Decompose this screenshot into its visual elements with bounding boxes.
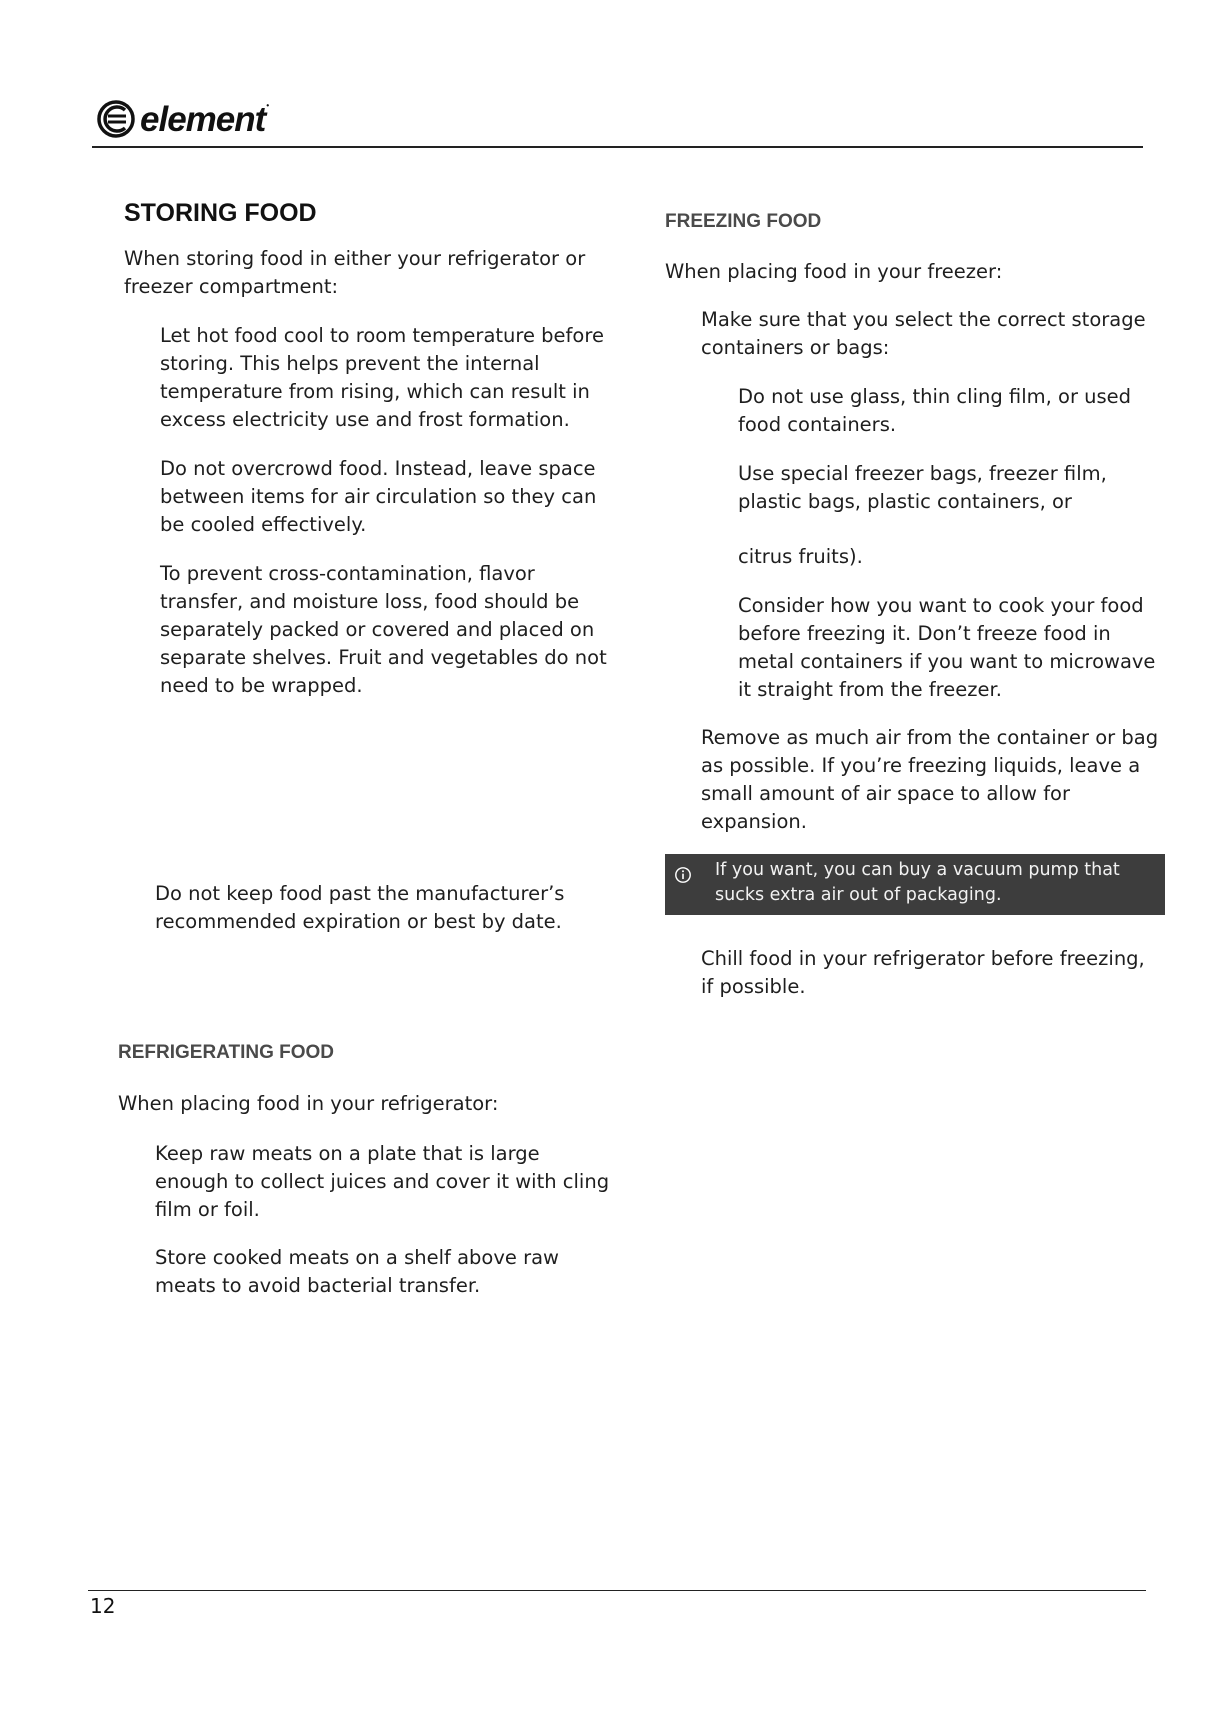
info-note-text: If you want, you can buy a vacuum pump that sucks extra air out of packaging.: [715, 860, 1120, 905]
page-number: 12: [90, 1594, 116, 1618]
element-logo-icon: [96, 99, 136, 139]
refrigerating-intro: When placing food in your refrigerator:: [118, 1092, 499, 1115]
freezing-food-heading: FREEZING FOOD: [665, 211, 822, 232]
refrigerating-food-heading: REFRIGERATING FOOD: [118, 1042, 335, 1063]
info-note: [665, 854, 1165, 915]
storing-item-cool: Let hot food cool to room temperature before storing. This helps prevent the internal temperature from rising, which can result in excess electricity use and frost formation.: [160, 324, 604, 431]
refrigerating-item-cooked-meats: Store cooked meats on a shelf above raw meats to avoid bacterial transfer.: [155, 1246, 559, 1297]
freezing-remove-air: Remove as much air from the container or bag as possible. If you’re freezing liquids, leave a small amount of air space to allow for expansion.: [701, 726, 1159, 833]
freezing-sub-item-freezer-bags: Use special freezer bags, freezer film, plastic bags, plastic containers, or: [738, 462, 1107, 513]
freezing-sub-item-no-glass: Do not use glass, thin cling film, or used food containers.: [738, 385, 1132, 436]
freezing-sub-item-citrus: citrus fruits).: [738, 545, 863, 568]
info-icon: [674, 866, 692, 884]
brand-logo: [96, 96, 268, 142]
storing-item-expiration: Do not keep food past the manufacturer’s recommended expiration or best by date.: [155, 882, 565, 933]
brand-wordmark: element•: [140, 99, 269, 139]
freezing-select-containers: Make sure that you select the correct storage containers or bags:: [701, 308, 1146, 359]
freezing-intro: When placing food in your freezer:: [665, 260, 1003, 283]
footer-divider: [88, 1590, 1146, 1591]
storing-food-heading: STORING FOOD: [124, 199, 317, 227]
header-divider: [92, 146, 1143, 148]
freezing-sub-item-cook-plan: Consider how you want to cook your food before freezing it. Don’t freeze food in metal containers if you want to microwave it straight from the freezer.: [738, 594, 1156, 701]
storing-item-overcrowd: Do not overcrowd food. Instead, leave space between items for air circulation so they can be cooled effectively.: [160, 457, 597, 536]
storing-item-cross-contamination: To prevent cross-contamination, flavor transfer, and moisture loss, food should be separately packed or covered and placed on separate shelves. Fruit and vegetables do not need to be wrapped.: [160, 562, 607, 697]
refrigerating-item-raw-meats: Keep raw meats on a plate that is large enough to collect juices and cover it with cling film or foil.: [155, 1142, 610, 1221]
storing-intro: When storing food in either your refrigerator or freezer compartment:: [124, 247, 586, 298]
freezing-chill: Chill food in your refrigerator before freezing, if possible.: [701, 947, 1145, 998]
